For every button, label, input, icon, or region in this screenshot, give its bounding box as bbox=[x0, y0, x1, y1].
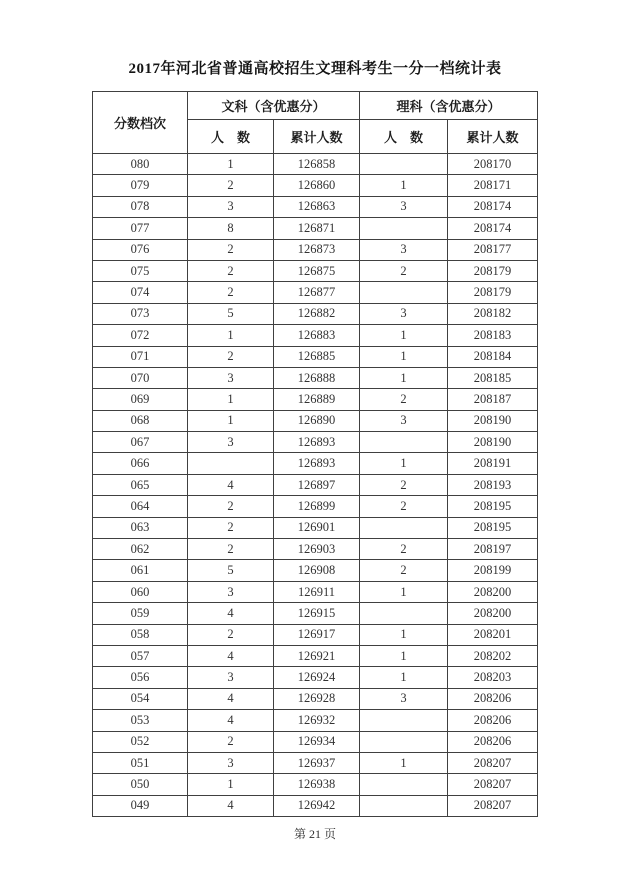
table-header bbox=[93, 92, 538, 154]
table-row bbox=[93, 667, 538, 688]
liberal-arts-cumulative-cell: 126873 bbox=[274, 239, 360, 260]
liberal-arts-cumulative-cell: 126877 bbox=[274, 282, 360, 303]
liberal-arts-count-cell: 2 bbox=[188, 624, 274, 645]
liberal-arts-cumulative-cell: 126921 bbox=[274, 645, 360, 666]
score-cell: 052 bbox=[93, 731, 188, 752]
liberal-arts-count-cell: 1 bbox=[188, 410, 274, 431]
liberal-arts-cumulative-cell: 126934 bbox=[274, 731, 360, 752]
science-cumulative-cell: 208190 bbox=[448, 432, 538, 453]
science-cumulative-cell: 208191 bbox=[448, 453, 538, 474]
science-count-cell bbox=[360, 731, 448, 752]
table-row bbox=[93, 624, 538, 645]
science-cumulative-cell: 208207 bbox=[448, 795, 538, 816]
science-cumulative-cell: 208200 bbox=[448, 603, 538, 624]
page-number: 第 21 页 bbox=[293, 827, 336, 841]
science-cumulative-cell: 208179 bbox=[448, 282, 538, 303]
science-cumulative-cell: 208185 bbox=[448, 367, 538, 388]
table-row bbox=[93, 581, 538, 602]
liberal-arts-cumulative-cell: 126889 bbox=[274, 389, 360, 410]
science-count-cell: 1 bbox=[360, 624, 448, 645]
science-count-cell: 1 bbox=[360, 667, 448, 688]
liberal-arts-count-cell: 2 bbox=[188, 346, 274, 367]
liberal-arts-count-cell: 2 bbox=[188, 260, 274, 281]
table-row bbox=[93, 560, 538, 581]
science-count-cell bbox=[360, 710, 448, 731]
table-row bbox=[93, 795, 538, 816]
science-count-cell: 2 bbox=[360, 474, 448, 495]
liberal-arts-count-cell: 3 bbox=[188, 196, 274, 217]
score-cell: 071 bbox=[93, 346, 188, 367]
science-count-cell: 3 bbox=[360, 196, 448, 217]
liberal-arts-cumulative-cell: 126875 bbox=[274, 260, 360, 281]
liberal-arts-count-cell: 1 bbox=[188, 325, 274, 346]
table-row bbox=[93, 432, 538, 453]
liberal-arts-count-cell: 3 bbox=[188, 752, 274, 773]
science-cumulative-cell: 208182 bbox=[448, 303, 538, 324]
science-count-cell: 1 bbox=[360, 645, 448, 666]
score-cell: 062 bbox=[93, 539, 188, 560]
liberal-arts-cumulative-cell: 126917 bbox=[274, 624, 360, 645]
science-cumulative-cell: 208193 bbox=[448, 474, 538, 495]
liberal-arts-count-cell: 2 bbox=[188, 282, 274, 303]
science-count-cell bbox=[360, 517, 448, 538]
science-count-cell bbox=[360, 795, 448, 816]
score-cell: 049 bbox=[93, 795, 188, 816]
liberal-arts-cumulative-cell: 126942 bbox=[274, 795, 360, 816]
table-row bbox=[93, 325, 538, 346]
liberal-arts-count-cell: 1 bbox=[188, 774, 274, 795]
liberal-arts-count-cell: 1 bbox=[188, 389, 274, 410]
table-row bbox=[93, 645, 538, 666]
table-row bbox=[93, 346, 538, 367]
science-cumulative-cell: 208179 bbox=[448, 260, 538, 281]
score-cell: 074 bbox=[93, 282, 188, 303]
table-row bbox=[93, 496, 538, 517]
science-cumulative-cell: 208197 bbox=[448, 539, 538, 560]
score-cell: 061 bbox=[93, 560, 188, 581]
science-cumulative-cell: 208195 bbox=[448, 496, 538, 517]
table-row bbox=[93, 517, 538, 538]
header-liberal-arts-group: 文科（含优惠分） bbox=[188, 92, 360, 120]
table-row bbox=[93, 260, 538, 281]
science-cumulative-cell: 208171 bbox=[448, 175, 538, 196]
liberal-arts-count-cell: 2 bbox=[188, 239, 274, 260]
liberal-arts-count-cell: 1 bbox=[188, 154, 274, 175]
science-cumulative-cell: 208202 bbox=[448, 645, 538, 666]
table-row bbox=[93, 367, 538, 388]
table-row bbox=[93, 196, 538, 217]
score-cell: 075 bbox=[93, 260, 188, 281]
table-row bbox=[93, 774, 538, 795]
liberal-arts-count-cell: 2 bbox=[188, 496, 274, 517]
liberal-arts-count-cell: 8 bbox=[188, 218, 274, 239]
liberal-arts-cumulative-cell: 126893 bbox=[274, 453, 360, 474]
table-row bbox=[93, 731, 538, 752]
table-row bbox=[93, 218, 538, 239]
liberal-arts-count-cell: 5 bbox=[188, 560, 274, 581]
liberal-arts-cumulative-cell: 126863 bbox=[274, 196, 360, 217]
science-count-cell bbox=[360, 218, 448, 239]
score-cell: 080 bbox=[93, 154, 188, 175]
score-cell: 059 bbox=[93, 603, 188, 624]
score-cell: 064 bbox=[93, 496, 188, 517]
liberal-arts-count-cell: 4 bbox=[188, 688, 274, 709]
science-count-cell: 1 bbox=[360, 346, 448, 367]
score-cell: 063 bbox=[93, 517, 188, 538]
science-cumulative-cell: 208170 bbox=[448, 154, 538, 175]
liberal-arts-cumulative-cell: 126888 bbox=[274, 367, 360, 388]
liberal-arts-cumulative-cell: 126890 bbox=[274, 410, 360, 431]
liberal-arts-count-cell: 4 bbox=[188, 474, 274, 495]
science-count-cell: 2 bbox=[360, 389, 448, 410]
header-science-count: 人 数 bbox=[360, 120, 448, 154]
header-liberal-arts-cumulative: 累计人数 bbox=[274, 120, 360, 154]
science-count-cell: 2 bbox=[360, 560, 448, 581]
liberal-arts-count-cell: 4 bbox=[188, 603, 274, 624]
table-row bbox=[93, 389, 538, 410]
score-distribution-table bbox=[92, 91, 538, 817]
liberal-arts-cumulative-cell: 126932 bbox=[274, 710, 360, 731]
score-cell: 077 bbox=[93, 218, 188, 239]
score-cell: 069 bbox=[93, 389, 188, 410]
table-row bbox=[93, 710, 538, 731]
liberal-arts-count-cell: 2 bbox=[188, 539, 274, 560]
liberal-arts-cumulative-cell: 126858 bbox=[274, 154, 360, 175]
science-count-cell: 3 bbox=[360, 303, 448, 324]
score-cell: 056 bbox=[93, 667, 188, 688]
science-count-cell bbox=[360, 154, 448, 175]
score-cell: 068 bbox=[93, 410, 188, 431]
header-science-cumulative: 累计人数 bbox=[448, 120, 538, 154]
science-cumulative-cell: 208174 bbox=[448, 218, 538, 239]
science-count-cell: 1 bbox=[360, 752, 448, 773]
score-cell: 054 bbox=[93, 688, 188, 709]
liberal-arts-cumulative-cell: 126903 bbox=[274, 539, 360, 560]
score-cell: 051 bbox=[93, 752, 188, 773]
table-row bbox=[93, 239, 538, 260]
liberal-arts-count-cell: 3 bbox=[188, 367, 274, 388]
liberal-arts-cumulative-cell: 126911 bbox=[274, 581, 360, 602]
liberal-arts-cumulative-cell: 126899 bbox=[274, 496, 360, 517]
science-cumulative-cell: 208199 bbox=[448, 560, 538, 581]
table-row bbox=[93, 474, 538, 495]
liberal-arts-count-cell: 5 bbox=[188, 303, 274, 324]
liberal-arts-count-cell: 4 bbox=[188, 710, 274, 731]
science-count-cell: 1 bbox=[360, 325, 448, 346]
score-cell: 078 bbox=[93, 196, 188, 217]
score-cell: 076 bbox=[93, 239, 188, 260]
science-cumulative-cell: 208203 bbox=[448, 667, 538, 688]
score-cell: 067 bbox=[93, 432, 188, 453]
table-row bbox=[93, 282, 538, 303]
science-count-cell: 3 bbox=[360, 239, 448, 260]
science-cumulative-cell: 208184 bbox=[448, 346, 538, 367]
liberal-arts-count-cell: 4 bbox=[188, 645, 274, 666]
table-row bbox=[93, 410, 538, 431]
science-count-cell: 2 bbox=[360, 260, 448, 281]
header-liberal-arts-count: 人 数 bbox=[188, 120, 274, 154]
score-cell: 079 bbox=[93, 175, 188, 196]
liberal-arts-count-cell: 4 bbox=[188, 795, 274, 816]
liberal-arts-cumulative-cell: 126937 bbox=[274, 752, 360, 773]
science-cumulative-cell: 208195 bbox=[448, 517, 538, 538]
liberal-arts-count-cell: 3 bbox=[188, 667, 274, 688]
score-cell: 065 bbox=[93, 474, 188, 495]
liberal-arts-cumulative-cell: 126860 bbox=[274, 175, 360, 196]
table-row bbox=[93, 688, 538, 709]
science-cumulative-cell: 208190 bbox=[448, 410, 538, 431]
score-cell: 058 bbox=[93, 624, 188, 645]
liberal-arts-count-cell bbox=[188, 453, 274, 474]
science-count-cell bbox=[360, 432, 448, 453]
score-cell: 053 bbox=[93, 710, 188, 731]
score-cell: 057 bbox=[93, 645, 188, 666]
liberal-arts-cumulative-cell: 126928 bbox=[274, 688, 360, 709]
table-row bbox=[93, 154, 538, 175]
science-count-cell: 2 bbox=[360, 539, 448, 560]
page-title: 2017年河北省普通高校招生文理科考生一分一档统计表 bbox=[128, 61, 502, 77]
science-cumulative-cell: 208206 bbox=[448, 688, 538, 709]
table-row bbox=[93, 752, 538, 773]
science-count-cell: 1 bbox=[360, 581, 448, 602]
science-cumulative-cell: 208187 bbox=[448, 389, 538, 410]
science-count-cell: 1 bbox=[360, 367, 448, 388]
liberal-arts-cumulative-cell: 126893 bbox=[274, 432, 360, 453]
liberal-arts-cumulative-cell: 126915 bbox=[274, 603, 360, 624]
science-cumulative-cell: 208207 bbox=[448, 752, 538, 773]
science-count-cell bbox=[360, 603, 448, 624]
science-cumulative-cell: 208177 bbox=[448, 239, 538, 260]
science-count-cell: 3 bbox=[360, 688, 448, 709]
science-cumulative-cell: 208207 bbox=[448, 774, 538, 795]
table-row bbox=[93, 539, 538, 560]
science-cumulative-cell: 208183 bbox=[448, 325, 538, 346]
header-score-level: 分数档次 bbox=[93, 92, 188, 154]
liberal-arts-count-cell: 2 bbox=[188, 517, 274, 538]
science-cumulative-cell: 208206 bbox=[448, 710, 538, 731]
science-count-cell: 1 bbox=[360, 453, 448, 474]
score-cell: 070 bbox=[93, 367, 188, 388]
score-cell: 050 bbox=[93, 774, 188, 795]
liberal-arts-cumulative-cell: 126901 bbox=[274, 517, 360, 538]
science-cumulative-cell: 208200 bbox=[448, 581, 538, 602]
liberal-arts-count-cell: 2 bbox=[188, 175, 274, 196]
liberal-arts-cumulative-cell: 126924 bbox=[274, 667, 360, 688]
score-cell: 066 bbox=[93, 453, 188, 474]
table-row bbox=[93, 603, 538, 624]
liberal-arts-cumulative-cell: 126908 bbox=[274, 560, 360, 581]
liberal-arts-cumulative-cell: 126871 bbox=[274, 218, 360, 239]
liberal-arts-count-cell: 2 bbox=[188, 731, 274, 752]
score-cell: 072 bbox=[93, 325, 188, 346]
science-count-cell bbox=[360, 774, 448, 795]
liberal-arts-cumulative-cell: 126897 bbox=[274, 474, 360, 495]
science-count-cell: 3 bbox=[360, 410, 448, 431]
table-row bbox=[93, 175, 538, 196]
science-cumulative-cell: 208174 bbox=[448, 196, 538, 217]
science-count-cell: 1 bbox=[360, 175, 448, 196]
liberal-arts-cumulative-cell: 126883 bbox=[274, 325, 360, 346]
science-count-cell: 2 bbox=[360, 496, 448, 517]
science-count-cell bbox=[360, 282, 448, 303]
liberal-arts-cumulative-cell: 126882 bbox=[274, 303, 360, 324]
liberal-arts-cumulative-cell: 126885 bbox=[274, 346, 360, 367]
liberal-arts-count-cell: 3 bbox=[188, 432, 274, 453]
science-cumulative-cell: 208201 bbox=[448, 624, 538, 645]
score-cell: 060 bbox=[93, 581, 188, 602]
table-row bbox=[93, 453, 538, 474]
score-cell: 073 bbox=[93, 303, 188, 324]
header-science-group: 理科（含优惠分） bbox=[360, 92, 538, 120]
science-cumulative-cell: 208206 bbox=[448, 731, 538, 752]
header-row-groups bbox=[93, 92, 538, 120]
table-body bbox=[93, 154, 538, 817]
table-row bbox=[93, 303, 538, 324]
liberal-arts-cumulative-cell: 126938 bbox=[274, 774, 360, 795]
liberal-arts-count-cell: 3 bbox=[188, 581, 274, 602]
